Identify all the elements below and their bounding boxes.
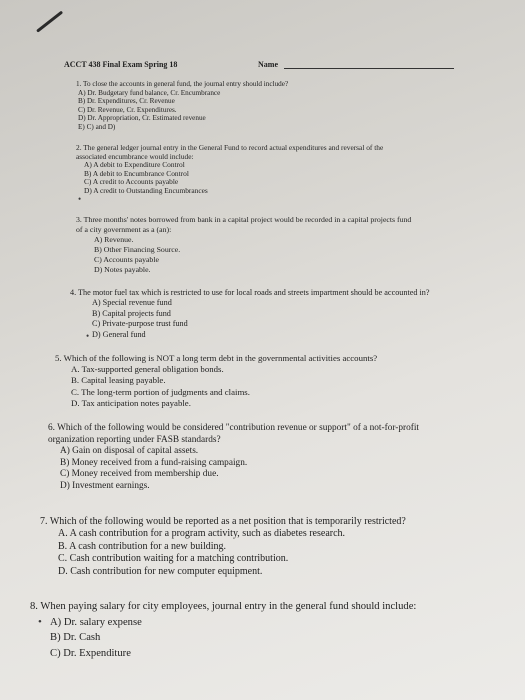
- option-d: D) Notes payable.: [94, 265, 151, 274]
- question-6: [48, 423, 419, 493]
- option-a: A) Revenue.: [94, 235, 134, 244]
- answer-mark: •: [38, 616, 42, 628]
- option-b: B) Money received from a fund-raising campaign.: [60, 457, 248, 468]
- option-a: A) Dr. salary expense: [50, 616, 142, 628]
- question-7: [40, 516, 406, 578]
- option-e: E) C) and D): [78, 122, 116, 131]
- name-label: Name: [258, 60, 278, 69]
- option-b: B. A cash contribution for a new building.: [58, 540, 227, 552]
- option-d: D) A credit to Outstanding Encumbrances: [84, 185, 208, 195]
- question-stem: 4. The motor fuel tax which is restricted to use for local roads and streets impartment should be accounted in?: [70, 288, 430, 297]
- question-4: [70, 288, 430, 340]
- question-stem: 7. Which of the following would be reported as a net position that is temporarily restricted?: [40, 516, 406, 527]
- option-a: A) Gain on disposal of capital assets.: [60, 446, 199, 457]
- question-2: [76, 144, 383, 195]
- option-c: C) Accounts payable: [94, 255, 159, 264]
- question-stem: of a city government as a (an):: [76, 225, 172, 234]
- option-a: A) Dr. Budgetary fund balance, Cr. Encumbrance: [78, 88, 221, 97]
- option-b: B) Capital projects fund: [92, 308, 171, 318]
- question-stem: associated encumbrance would include:: [76, 151, 194, 161]
- option-d: D) Investment earnings.: [60, 480, 150, 491]
- answer-mark: •: [86, 331, 90, 341]
- option-b: B. Capital leasing payable.: [71, 375, 166, 386]
- question-stem: 8. When paying salary for city employees, journal entry in the general fund should include:: [30, 601, 417, 612]
- question-5: [55, 353, 377, 409]
- question-stem: 2. The general ledger journal entry in the General Fund to record actual expenditures and reversal of the: [76, 143, 384, 152]
- question-stem: 6. Which of the following would be considered "contribution revenue or support" of a not-for-profit: [48, 423, 420, 433]
- question-stem: 1. To close the accounts in general fund, the journal entry should include?: [76, 80, 289, 88]
- option-c: C) Dr. Expenditure: [50, 647, 131, 659]
- option-a: A) Special revenue fund: [92, 298, 172, 308]
- name-line: [284, 68, 454, 69]
- option-c: C) Money received from membership due.: [60, 469, 219, 480]
- option-c: C) Dr. Revenue, Cr. Expenditures.: [78, 105, 177, 114]
- question-1: [76, 80, 288, 132]
- question-stem: organization reporting under FASB standards?: [48, 434, 221, 445]
- option-c: C) Private-purpose trust fund: [92, 319, 188, 329]
- question-stem: 3. Three months' notes borrowed from bank in a capital project would be recorded in a capital projects fund: [76, 215, 412, 224]
- question-3: [76, 215, 411, 275]
- option-d: D. Cash contribution for new computer equipment.: [58, 565, 263, 577]
- option-a: A. A cash contribution for a program activity, such as diabetes research.: [58, 528, 346, 540]
- option-d: D) General fund: [92, 329, 146, 339]
- option-b: B) Other Financing Source.: [94, 245, 181, 254]
- option-b: B) Dr. Expenditures, Cr. Revenue: [78, 97, 175, 106]
- option-d: D) Dr. Appropriation, Cr. Estimated revenue: [78, 114, 206, 123]
- option-d: D. Tax anticipation notes payable.: [71, 397, 191, 408]
- pen-mark: [36, 11, 63, 33]
- answer-mark: •: [78, 194, 82, 204]
- option-c: C. Cash contribution waiting for a matching contribution.: [58, 553, 289, 565]
- exam-title: ACCT 438 Final Exam Spring 18: [64, 60, 178, 69]
- question-stem: 5. Which of the following is NOT a long term debt in the governmental activities accounts?: [55, 353, 378, 363]
- option-c: C. The long-term portion of judgments and claims.: [71, 386, 250, 397]
- option-a: A. Tax-supported general obligation bonds.: [71, 364, 224, 375]
- option-a: A) A debit to Expenditure Control: [84, 160, 185, 169]
- question-8: [30, 599, 416, 661]
- option-c: C) A credit to Accounts payable: [84, 177, 179, 186]
- option-b: B) Dr. Cash: [50, 632, 101, 643]
- option-b: B) A debit to Encumbrance Control: [84, 168, 189, 178]
